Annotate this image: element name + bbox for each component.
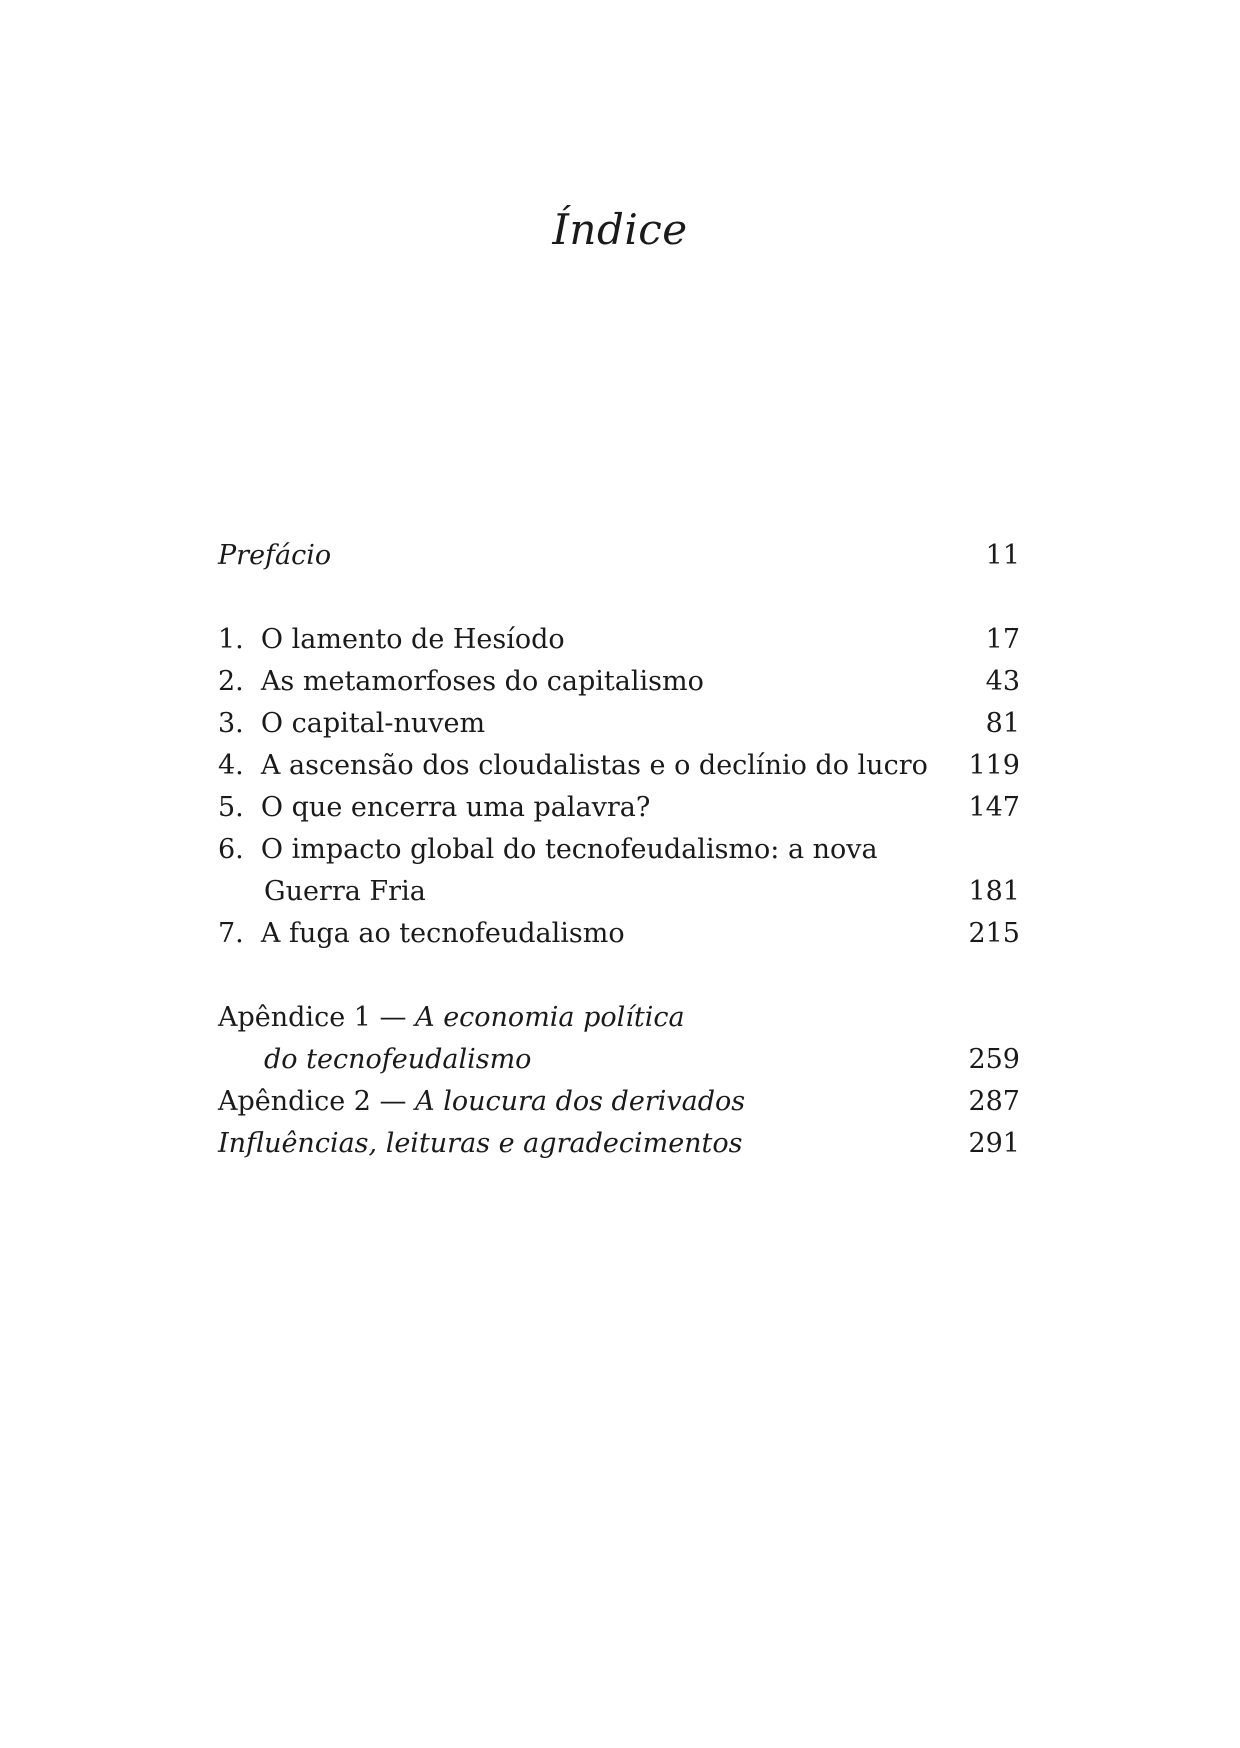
- toc-entry-page: 119: [968, 750, 1020, 781]
- toc-entry-page: 43: [985, 666, 1020, 697]
- toc-entry-chapter-5[interactable]: [218, 787, 1020, 829]
- appendix-prefix: Apêndice 2 —: [218, 1086, 416, 1117]
- toc-entry-page: 181: [968, 876, 1020, 907]
- toc-entry-page: 147: [968, 792, 1020, 823]
- toc-entry-title-continued: Guerra Fria: [264, 876, 426, 907]
- toc-entry-title: [218, 1081, 745, 1123]
- appendix-title: A loucura dos derivados: [415, 1086, 746, 1117]
- toc-spacer: [218, 577, 1020, 619]
- toc-entry-appendix-2[interactable]: [218, 1081, 1020, 1123]
- toc-entry-title: 2. As metamorfoses do capitalismo: [218, 666, 704, 697]
- toc-entry-chapter-4[interactable]: [218, 745, 1020, 787]
- toc-entry-title: 7. A fuga ao tecnofeudalismo: [218, 918, 625, 949]
- toc-entry-acknowledgements[interactable]: [218, 1123, 1020, 1165]
- toc-entry-title: 3. O capital-nuvem: [218, 708, 486, 739]
- toc-entry-page: 81: [985, 708, 1020, 739]
- toc-entry-title: 6. O impacto global do tecnofeudalismo: a nova: [218, 834, 878, 865]
- toc-entry-chapter-1[interactable]: [218, 619, 1020, 661]
- toc-entry-title: Prefácio: [218, 540, 332, 571]
- toc-entry-chapter-6-line-2[interactable]: [218, 871, 1020, 913]
- toc-entry-chapter-7[interactable]: [218, 913, 1020, 955]
- toc-entry-title: Influências, leituras e agradecimentos: [218, 1128, 743, 1159]
- appendix-prefix: Apêndice 1 —: [218, 1002, 416, 1033]
- toc-entry-appendix-1-line-1[interactable]: [218, 997, 1020, 1039]
- toc-entry-appendix-1-line-2[interactable]: [218, 1039, 1020, 1081]
- toc-entry-title: [218, 997, 685, 1039]
- toc-entry-chapter-3[interactable]: [218, 703, 1020, 745]
- toc-entry-chapter-6-line-1[interactable]: [218, 829, 1020, 871]
- toc-entry-page: 11: [985, 540, 1020, 571]
- toc-entry-page: 259: [968, 1044, 1020, 1075]
- toc-entry-chapter-2[interactable]: [218, 661, 1020, 703]
- toc-entry-title: 4. A ascensão dos cloudalistas e o declínio do lucro: [218, 750, 928, 781]
- toc-entry-title-continued: do tecnofeudalismo: [264, 1044, 532, 1075]
- toc-entry-title: 1. O lamento de Hesíodo: [218, 624, 565, 655]
- toc-entry-page: 291: [968, 1128, 1020, 1159]
- toc-entry-preface[interactable]: [218, 535, 1020, 577]
- page-title: Índice: [552, 205, 688, 254]
- table-of-contents: [218, 535, 1020, 1165]
- toc-entry-title: 5. O que encerra uma palavra?: [218, 792, 651, 823]
- appendix-title: A economia política: [415, 1002, 685, 1033]
- toc-entry-page: 215: [968, 918, 1020, 949]
- toc-entry-page: 287: [968, 1086, 1020, 1117]
- toc-entry-page: 17: [985, 624, 1020, 655]
- toc-spacer: [218, 955, 1020, 997]
